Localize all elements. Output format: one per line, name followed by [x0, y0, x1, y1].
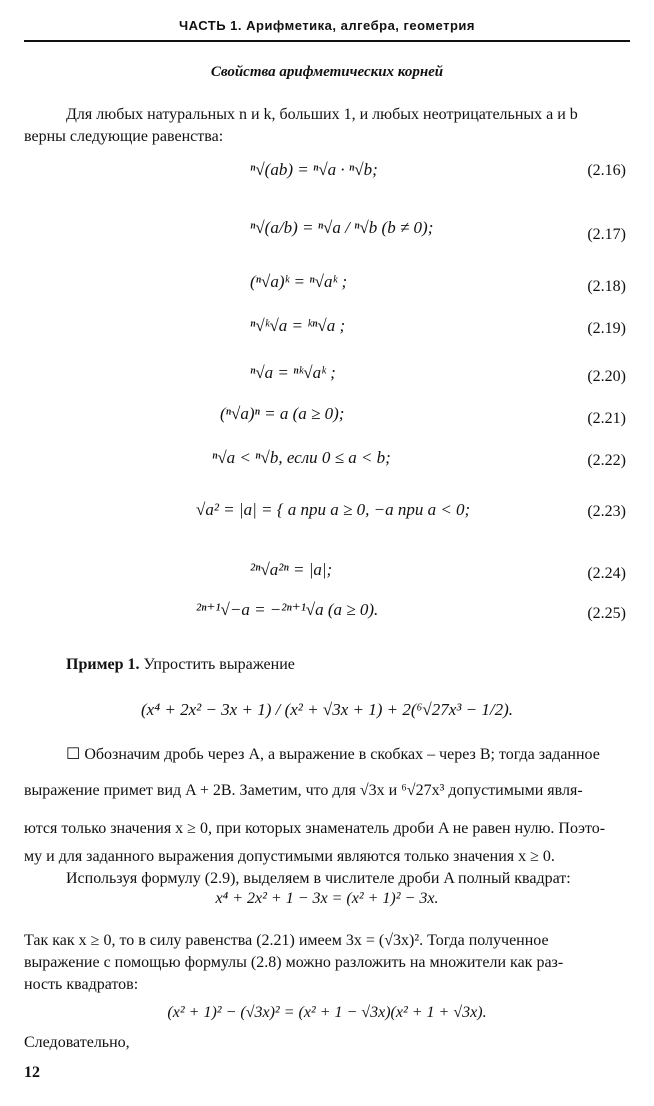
conclusion: Следовательно,	[24, 1034, 130, 1051]
eq-number-2-20: (2.20)	[587, 368, 626, 385]
eq-number-2-21: (2.21)	[587, 410, 626, 427]
example-label: Пример 1.	[66, 656, 140, 673]
eq-complete-square: x⁴ + 2x² + 1 − 3x = (x² + 1)² − 3x.	[215, 890, 439, 907]
example-heading	[24, 654, 630, 676]
solution-line-1: ☐ Обозначим дробь через A, а выражение в скобках – через B; тогда заданное	[66, 746, 600, 763]
eq-number-2-17: (2.17)	[587, 226, 626, 243]
solution2-line-2: выражение с помощью формулы (2.8) можно разложить на множители как раз-	[24, 954, 564, 971]
example-expression: (x⁴ + 2x² − 3x + 1) / (x² + √3x + 1) + 2(⁶√27x³ − 1/2).	[140, 700, 513, 719]
formula-2-18: (ⁿ√a)ᵏ = ⁿ√aᵏ ;	[250, 272, 348, 291]
solution-line-5: Используя формулу (2.9), выделяем в числителе дроби A полный квадрат:	[66, 870, 571, 887]
eq-number-2-22: (2.22)	[587, 452, 626, 469]
solution2-line-3: ность квадратов:	[24, 976, 139, 993]
section-title: Свойства арифметических корней	[210, 64, 444, 80]
eq-number-2-19: (2.19)	[587, 320, 626, 337]
eq-number-2-16: (2.16)	[587, 162, 626, 179]
eq-number-2-18: (2.18)	[587, 278, 626, 295]
intro-line-1: Для любых натуральных n и k, больших 1, и любых неотрицательных a и b	[66, 106, 578, 123]
formula-2-20: ⁿ√a = ⁿᵏ√aᵏ ;	[250, 363, 336, 382]
formula-2-22: ⁿ√a < ⁿ√b, если 0 ≤ a < b;	[212, 448, 391, 467]
solution-line-2: выражение примет вид A + 2B. Заметим, что для √3x и ⁶√27x³ допустимыми явля-	[24, 782, 583, 799]
formula-2-25: ²ⁿ⁺¹√−a = −²ⁿ⁺¹√a (a ≥ 0).	[196, 600, 379, 619]
formula-2-17: ⁿ√(a/b) = ⁿ√a / ⁿ√b (b ≠ 0);	[250, 218, 434, 237]
eq-number-2-25: (2.25)	[587, 605, 626, 622]
eq-number-2-23: (2.23)	[587, 503, 626, 520]
running-header: ЧАСТЬ 1. Арифметика, алгебра, геометрия	[179, 18, 475, 33]
page-number: 12	[24, 1064, 40, 1081]
header-rule	[24, 40, 630, 42]
intro-line-2: верны следующие равенства:	[24, 128, 224, 145]
solution-line-4: му и для заданного выражения допустимыми являются только значения x ≥ 0.	[24, 848, 555, 865]
solution2-line-1: Так как x ≥ 0, то в силу равенства (2.21) имеем 3x = (√3x)². Тогда полученное	[24, 932, 549, 949]
formula-2-23: √a² = |a| = { a при a ≥ 0, −a при a < 0;	[196, 500, 471, 519]
formula-2-16: ⁿ√(ab) = ⁿ√a · ⁿ√b;	[250, 160, 378, 179]
solution-line-3: ются только значения x ≥ 0, при которых знаменатель дроби A не равен нулю. Поэто-	[24, 820, 606, 837]
example-task: Упростить выражение	[139, 656, 295, 673]
eq-number-2-24: (2.24)	[587, 565, 626, 582]
formula-2-21: (ⁿ√a)ⁿ = a (a ≥ 0);	[220, 404, 345, 423]
formula-2-19: ⁿ√ᵏ√a = ᵏⁿ√a ;	[250, 316, 346, 335]
formula-2-24: ²ⁿ√a²ⁿ = |a|;	[250, 560, 333, 579]
eq-factor: (x² + 1)² − (√3x)² = (x² + 1 − √3x)(x² + 1 + √3x).	[167, 1004, 487, 1021]
